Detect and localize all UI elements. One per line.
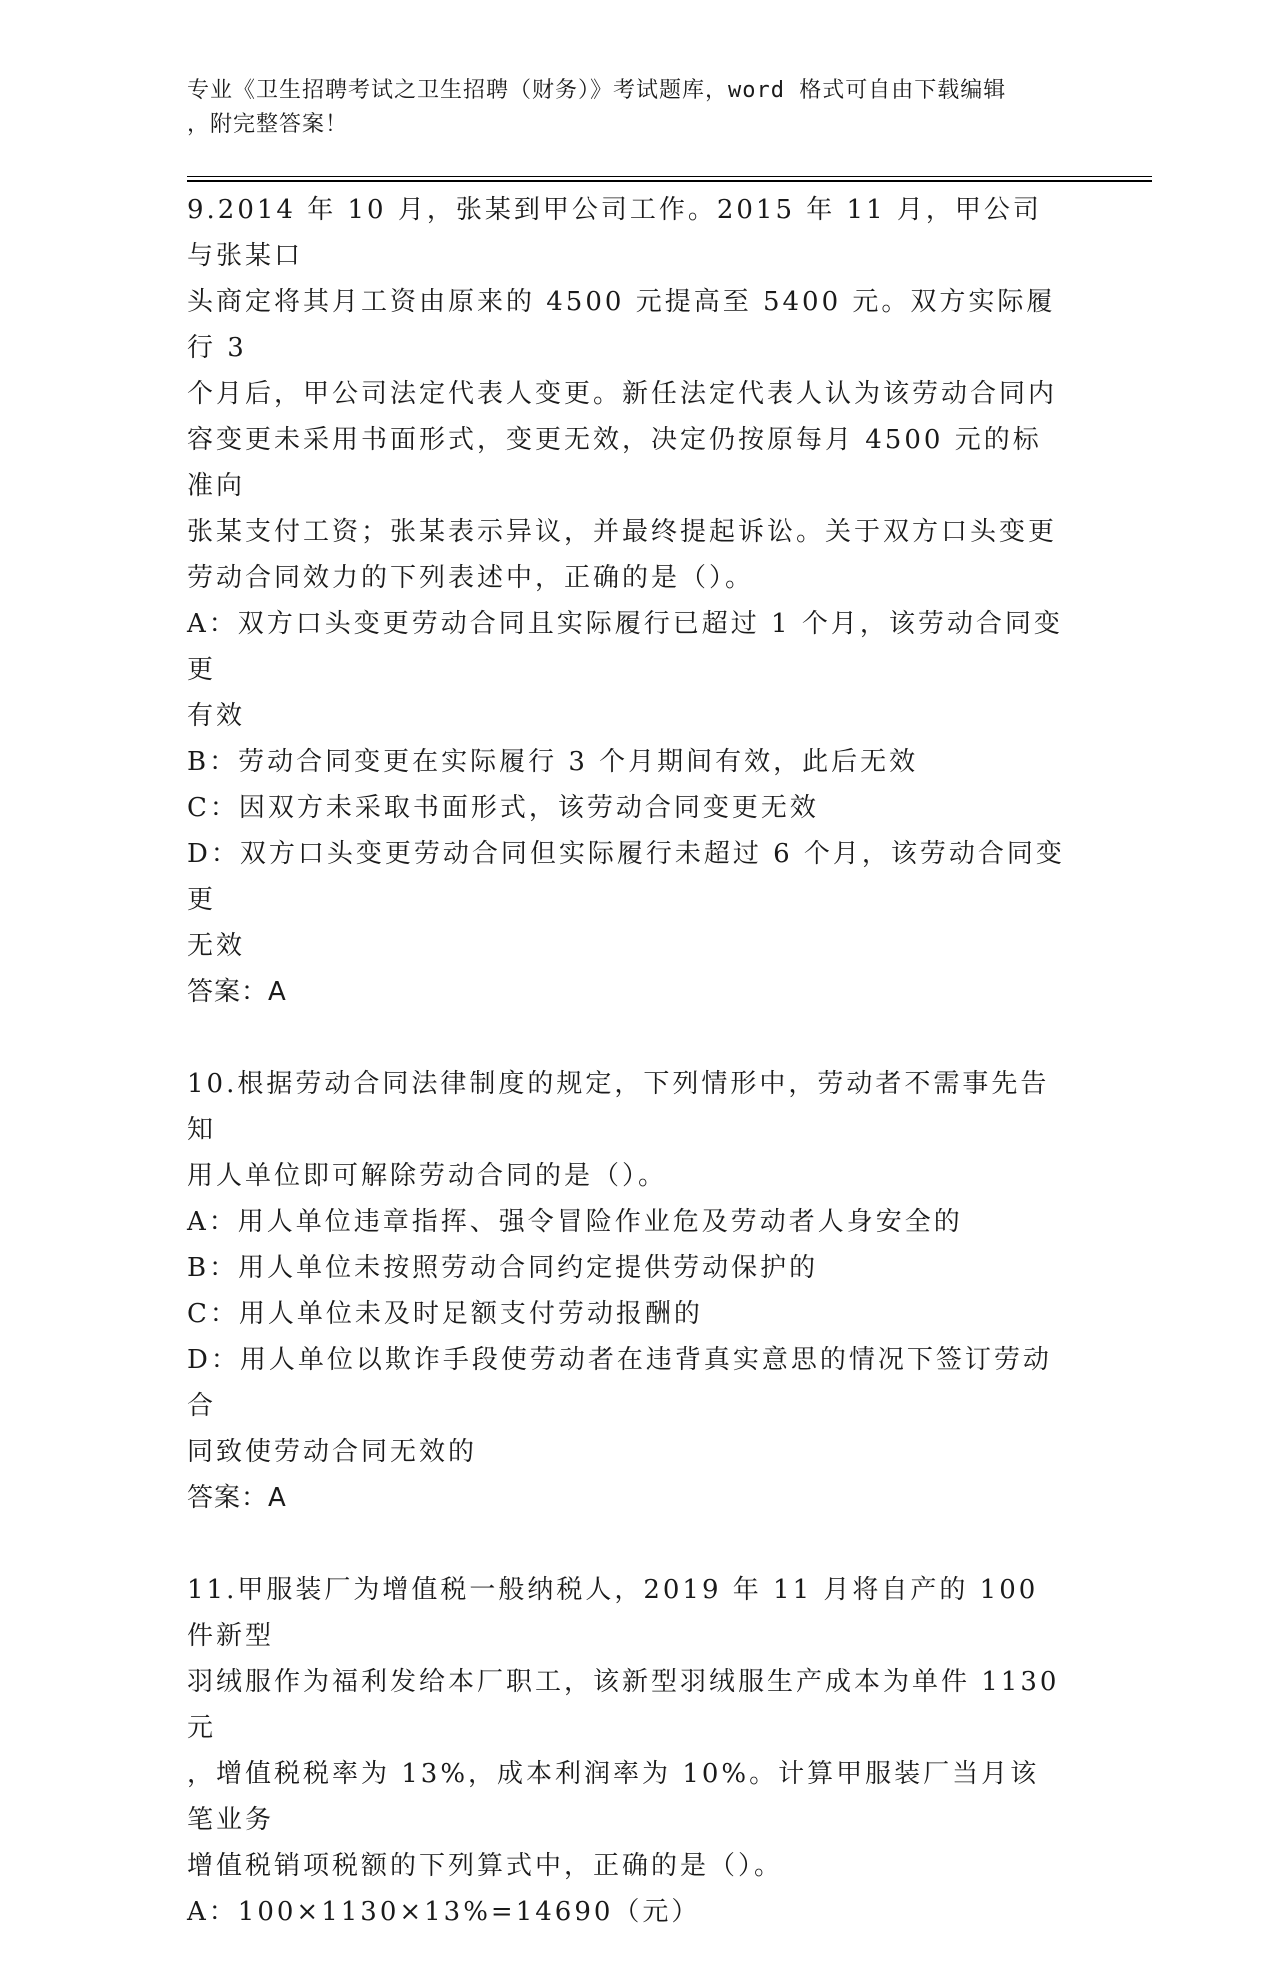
option-line: 无效 bbox=[187, 931, 246, 961]
question-stem-line: 容变更未采用书面形式，变更无效，决定仍按原每月 4500 元的标准向 bbox=[187, 425, 1042, 501]
option-line: B：劳动合同变更在实际履行 3 个月期间有效，此后无效 bbox=[187, 747, 919, 777]
question-9 bbox=[187, 187, 1067, 1015]
question-stem-line: 用人单位即可解除劳动合同的是（）。 bbox=[187, 1161, 668, 1191]
header-divider bbox=[187, 176, 1152, 177]
question-10 bbox=[187, 1061, 1067, 1521]
header-line-2: ，附完整答案！ bbox=[187, 112, 349, 137]
option-line: 有效 bbox=[187, 701, 246, 731]
header-line-1: 专业《卫生招聘考试之卫生招聘（财务）》考试题库，word 格式可自由下载编辑 bbox=[187, 78, 1007, 103]
question-stem-line: 羽绒服作为福利发给本厂职工，该新型羽绒服生产成本为单件 1130 元 bbox=[187, 1667, 1060, 1743]
question-stem-line: ，增值税税率为 13%，成本利润率为 10%。计算甲服装厂当月该笔业务 bbox=[187, 1759, 1040, 1835]
question-stem-line: 10.根据劳动合同法律制度的规定，下列情形中，劳动者不需事先告知 bbox=[187, 1069, 1050, 1145]
option-line: D：用人单位以欺诈手段使劳动者在违背真实意思的情况下签订劳动合 bbox=[187, 1345, 1052, 1421]
question-stem-line: 头商定将其月工资由原来的 4500 元提高至 5400 元。双方实际履行 3 bbox=[187, 287, 1056, 363]
option-line: 同致使劳动合同无效的 bbox=[187, 1437, 478, 1467]
answer-label: 答案：A bbox=[187, 977, 287, 1007]
question-stem-line: 11.甲服装厂为增值税一般纳税人，2019 年 11 月将自产的 100 件新型 bbox=[187, 1575, 1039, 1651]
option-line: A：双方口头变更劳动合同且实际履行已超过 1 个月，该劳动合同变更 bbox=[187, 609, 1063, 685]
question-11 bbox=[187, 1567, 1067, 1935]
question-stem-line: 增值税销项税额的下列算式中，正确的是（）。 bbox=[187, 1851, 784, 1881]
option-line: B：用人单位未按照劳动合同约定提供劳动保护的 bbox=[187, 1253, 819, 1283]
answer-label: 答案：A bbox=[187, 1483, 287, 1513]
option-line: C：因双方未采取书面形式，该劳动合同变更无效 bbox=[187, 793, 819, 823]
question-stem-line: 个月后，甲公司法定代表人变更。新任法定代表人认为该劳动合同内 bbox=[187, 379, 1058, 409]
question-stem-line: 张某支付工资；张某表示异议，并最终提起诉讼。关于双方口头变更 bbox=[187, 517, 1058, 547]
option-line: C：用人单位未及时足额支付劳动报酬的 bbox=[187, 1299, 703, 1329]
option-line: A：100×1130×13%=14690（元） bbox=[187, 1897, 701, 1927]
question-stem-line: 9.2014 年 10 月，张某到甲公司工作。2015 年 11 月，甲公司与张某口 bbox=[187, 195, 1042, 271]
option-line: D：双方口头变更劳动合同但实际履行未超过 6 个月，该劳动合同变更 bbox=[187, 839, 1065, 915]
option-line: A：用人单位违章指挥、强令冒险作业危及劳动者人身安全的 bbox=[187, 1207, 963, 1237]
question-stem-line: 劳动合同效力的下列表述中，正确的是（）。 bbox=[187, 563, 755, 593]
page-header bbox=[187, 74, 1067, 142]
question-list bbox=[187, 187, 1067, 1981]
header-divider-thick bbox=[187, 180, 1152, 182]
